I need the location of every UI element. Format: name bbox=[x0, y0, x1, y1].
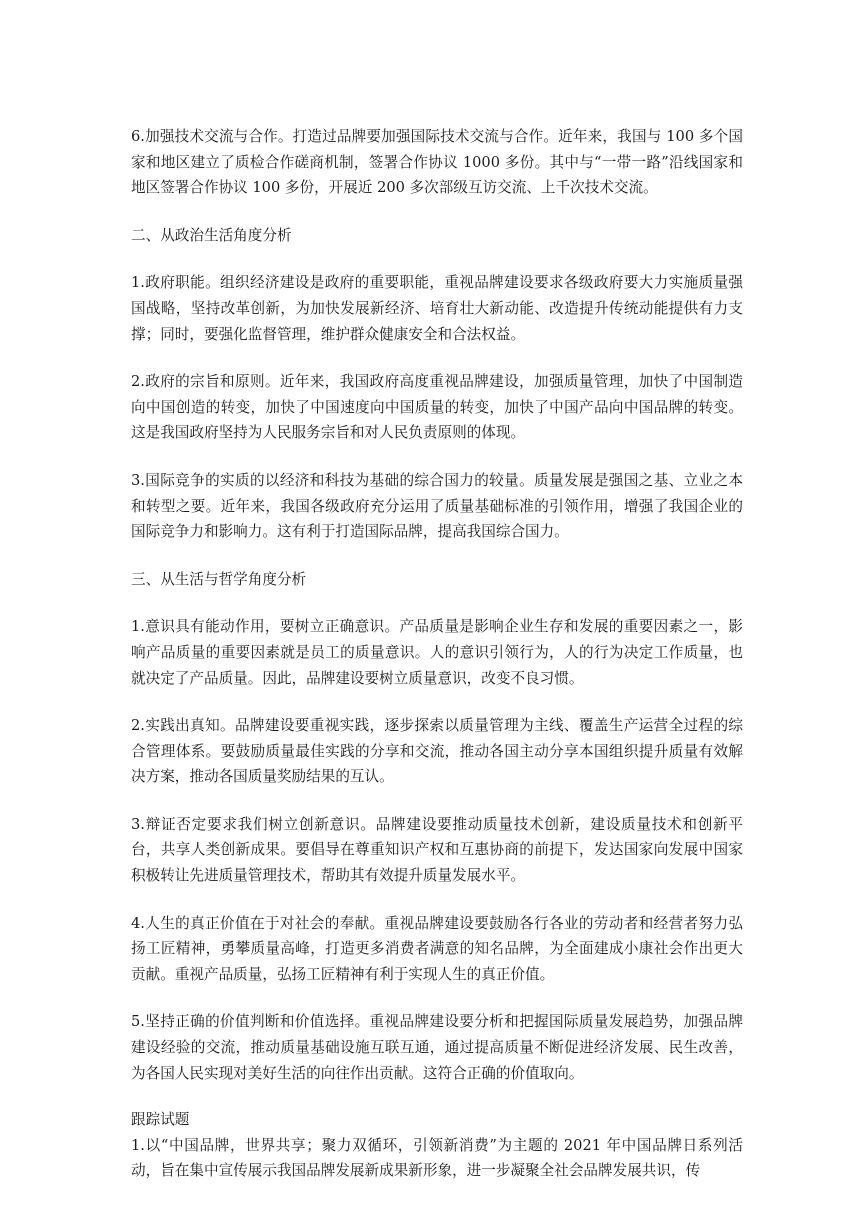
paragraph-politics-1: 1.政府职能。组织经济建设是政府的重要职能，重视品牌建设要求各级政府要大力实施质量强国战略，坚持改革创新，为加快发展新经济、培育壮大新动能、改造提升传统动能提供有力支撑；同时，要强化监督管理，维护群众健康安全和合法权益。 bbox=[131, 274, 743, 343]
paragraph-politics-2: 2.政府的宗旨和原则。近年来，我国政府高度重视品牌建设，加强质量管理，加快了中国制造向中国创造的转变，加快了中国速度向中国质量的转变，加快了中国产品向中国品牌的转变。这是我国政府坚持为人民服务宗旨和对人民负责原则的体现。 bbox=[131, 373, 743, 442]
paragraph-philosophy-1: 1.意识具有能动作用，要树立正确意识。产品质量是影响企业生存和发展的重要因素之一，影响产品质量的重要因素就是员工的质量意识。人的意识引领行为，人的行为决定工作质量，也就决定了产品质量。因此，品牌建设要树立质量意识，改变不良习惯。 bbox=[131, 618, 743, 687]
paragraph-philosophy-4: 4.人生的真正价值在于对社会的奉献。重视品牌建设要鼓励各行各业的劳动者和经营者努力弘扬工匠精神，勇攀质量高峰，打造更多消费者满意的知名品牌，为全面建成小康社会作出更大贡献。重视产品质量，弘扬工匠精神有利于实现人生的真正价值。 bbox=[131, 914, 743, 983]
section-heading-politics: 二、从政治生活角度分析 bbox=[131, 226, 292, 244]
paragraph-philosophy-3: 3.辩证否定要求我们树立创新意识。品牌建设要推动质量技术创新，建设质量技术和创新平台，共享人类创新成果。要倡导在尊重知识产权和互惠协商的前提下，发达国家向发展中国家积极转让先进质量管理技术，帮助其有效提升质量发展水平。 bbox=[131, 815, 743, 885]
paragraph-tech-exchange: 6.加强技术交流与合作。打造过品牌要加强国际技术交流与合作。近年来，我国与 100 多个国家和地区建立了质检合作磋商机制，签署合作协议 1000 多份。其中与“一带一路”沿线国家和地区签署合作协议 100 多份，开展近 200 多次部级互访交流、上千次技术交流。 bbox=[131, 128, 743, 197]
document-page bbox=[131, 124, 743, 1184]
paragraph-philosophy-2: 2.实践出真知。品牌建设要重视实践，逐步探索以质量管理为主线、覆盖生产运营全过程的综合管理体系。要鼓励质量最佳实践的分享和交流，推动各国主动分享本国组织提升质量有效解决方案，推动各国质量奖励结果的互认。 bbox=[131, 717, 743, 786]
section-heading-philosophy: 三、从生活与哲学角度分析 bbox=[131, 570, 307, 588]
question-1: 1.以“中国品牌，世界共享；聚力双循环，引领新消费”为主题的 2021 年中国品牌日系列活动，旨在集中宣传展示我国品牌发展新成果新形象，进一步凝聚全社会品牌发展共识，传 bbox=[131, 1136, 743, 1180]
paragraph-philosophy-5: 5.坚持正确的价值判断和价值选择。重视品牌建设要分析和把握国际质量发展趋势，加强品牌建设经验的交流，推动质量基础设施互联互通，通过提高质量不断促进经济发展、民生改善，为各国人民实现对美好生活的向往作出贡献。这符合正确的价值取向。 bbox=[131, 1013, 743, 1082]
paragraph-politics-3: 3.国际竞争的实质的以经济和科技为基础的综合国力的较量。质量发展是强国之基、立业之本和转型之要。近年来，我国各级政府充分运用了质量基础标准的引领作用，增强了我国企业的国际竞争力和影响力。这有利于打造国际品牌，提高我国综合国力。 bbox=[131, 471, 743, 541]
section-heading-tracking: 跟踪试题 bbox=[131, 1111, 190, 1129]
